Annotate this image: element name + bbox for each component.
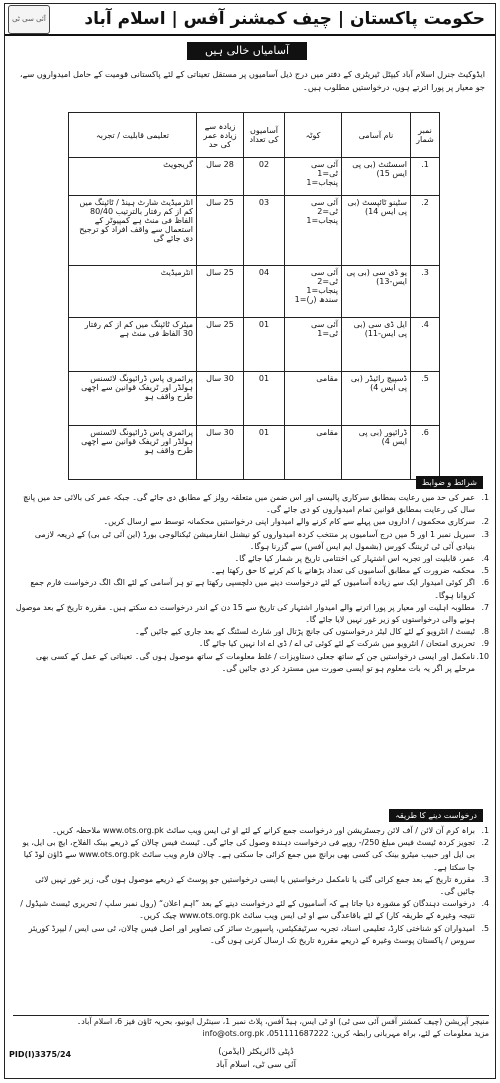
item-number: 5. [481,566,489,576]
conditions-title: شرائط و ضوابط [416,476,483,489]
cell-name: ڈرائیور (بی پی ایس 4) [342,426,411,480]
item-number: 1. [481,493,489,502]
cell-age: 28 سال [197,158,244,196]
header-age: زیادہ سے زیادہ عمر کی حد [197,113,244,158]
header-name: نام آسامی [342,113,411,158]
item-number: 4. [481,899,489,909]
item-number: 5. [481,923,489,933]
item-number: 1. [481,826,489,835]
table-row [69,372,440,426]
ict-logo [8,5,50,34]
cell-sno: 4. [411,318,440,372]
item-number: 4. [481,554,489,564]
item-number: 2. [481,517,489,527]
cell-qualification: گریجویٹ [69,158,197,196]
header-quota: کوٹہ [285,113,342,158]
list-item [15,638,489,650]
item-text: مقررہ تاریخ کے بعد جمع کرائی گئی یا نامکمل درخواستیں یا ایسی درخواستیں جو پوسٹ کے ذریعے موصول ہوں گی، زیر غور نہیں لائی جائیں گی۔ [35,874,475,897]
cell-quota: مقامی [285,372,342,426]
cell-name: سٹینو ٹائپسٹ (بی پی ایس 14) [342,196,411,266]
cell-age: 30 سال [197,426,244,480]
cell-sno: 6. [411,426,440,480]
item-text: ٹیسٹ / انٹرویو کے لئے کال لیٹر درخواستوں کی جانچ پڑتال اور شارٹ لسٹنگ کے بعد جاری کیے جائیں گے۔ [135,627,475,637]
table-row [69,266,440,318]
list-item [15,553,489,565]
item-text: درخواست دہندگان کو مشورہ دیا جاتا ہے کہ آسامیوں کے لئے درخواست دینے کے بعد ”اہم اعلان“ (رول نمبر سلپ / تحریری ٹیسٹ شیڈول / نتیجہ وغیرہ کے طریقہ کار) کے لئے باقاعدگی سے او ٹی ایس ویب سائٹ www.ots.org.pk چیک کریں۔ [20,899,475,921]
item-text: نامکمل اور ایسی درخواستیں جن کے ساتھ جعلی دستاویزات / غلط معلومات کے ساتھ موصول ہوں گی۔ تعیناتی کے عمل کے کسی بھی مرحلے پر اگر یہ بات معلوم ہو تو ایسی صورت میں مسترد کر دی جائیں گی۔ [35,651,475,673]
item-text: سیریل نمبر 1 اور 5 میں درج آسامیوں پر منتخب کردہ امیدواروں کو نیشنل انفارمیشن ٹیکنالوجی بورڈ (این آئی ٹی بی) کے ذریعہ لازمی بنیادی آئی ٹی ٹریننگ کورس (بشمول ایم ایس آفس) سے گزرنا ہوگا۔ [34,529,475,551]
item-text: براہ کرم آن لائن / آف لائن رجسٹریشن اور درخواست جمع کرانے کے لئے او ٹی ایس ویب سائٹ www.ots.org.pk ملاحظہ کریں۔ [52,826,475,835]
advertisement-page [4,3,496,1079]
list-item [15,651,489,675]
cell-sno: 1. [411,158,440,196]
cell-qualification: پرائمری پاس ڈرائیونگ لائسنس ہولڈر اور ٹریفک قوانین سے اچھی طرح واقف ہو [69,372,197,426]
list-item [15,577,489,601]
cell-sno: 3. [411,266,440,318]
item-number: 8. [481,627,489,637]
cell-age: 25 سال [197,318,244,372]
list-item [15,837,489,874]
list-item [15,565,489,577]
logo-text: آئی سی ٹی [12,15,46,23]
item-text: عمر کی حد میں رعایت بمطابق سرکاری پالیسی اور اس ضمن میں متعلقہ رولز کے مطابق دی جائے گی۔ جبکہ عمر کی بالائی حد میں پانچ سال کی رعایت بمطابق قوانین تمام امیدواروں کو دی جائے گی۔ [23,493,475,515]
header-count: آسامیوں کی تعداد [244,113,285,158]
cell-qualification: انٹرمیڈیٹ [69,266,197,318]
cell-age: 25 سال [197,266,244,318]
list-item [15,492,489,516]
cell-name: ایل ڈی سی (بی پی ایس-11) [342,318,411,372]
item-text: اگر کوئی امیدوار ایک سے زیادہ آسامیوں کے لئے درخواست دینے میں دلچسپی رکھتا ہے تو ہر آسامی کے لئے الگ الگ درخواست فارم جمع کروانا ہوگا۔ [30,578,475,600]
item-number: 2. [481,838,489,848]
cell-count: 04 [244,266,285,318]
cell-quota: آئی سی ٹی=2 پنجاب=1 [285,196,342,266]
cell-sno: 2. [411,196,440,266]
cell-age: 25 سال [197,196,244,266]
item-text: امیدواران کو شناختی کارڈ، تعلیمی اسناد، تجربہ سرٹیفکیٹس، پاسپورٹ سائز کی تصاویر اور اصل فیس چالان، ٹی سی ایس / لیپرڈ کوریئر سروس / پاکستان پوسٹ وغیرہ کے ذریعے مقررہ تاریخ تک ارسال کرنی ہوں گی۔ [28,923,475,945]
cell-name: اسسٹنٹ (بی پی ایس 15) [342,158,411,196]
item-text: تجویز کردہ ٹیسٹ فیس مبلغ 250/- روپے فی درخواست دہندہ وصول کی جائے گی۔ ٹیسٹ فیس چالان کے ذریعے بینک الفلاح، ایچ بی ایل، یو بی ایل اور حبیب میٹرو بینک کی کسی بھی برانچ میں جمع کرائی جا سکتی ہے۔ چالان فارم ویب سائٹ www.ots.org.pk سے ڈاؤن لوڈ کیا جا سکتا ہے۔ [22,838,475,872]
contact-block [13,1015,489,1040]
item-number: 10. [476,651,489,661]
cell-sno: 5. [411,372,440,426]
table-row [69,158,440,196]
cell-name: ڈسپیچ رائیڈر (بی پی ایس 4) [342,372,411,426]
intro-paragraph: ایڈوکیٹ جنرل اسلام آباد کیپٹل ٹیریٹری کے دفتر میں درج ذیل آسامیوں پر مستقل تعیناتی کے لئے پاکستانی قومیت کے حامل امیدواروں سے، جو معیار پر پورا اترتے ہوں، درخواستیں مطلوب ہیں۔ [19,69,485,92]
cell-qualification: میٹرک ٹائپنگ میں کم از کم رفتار 30 الفاظ فی منٹ ہے [69,318,197,372]
cell-name: یو ڈی سی (بی پی ایس-13) [342,266,411,318]
list-item [15,898,489,922]
table-row [69,318,440,372]
signature-block [201,1046,311,1072]
cell-quota: آئی سی ٹی=1 [285,318,342,372]
item-number: 3. [481,529,489,539]
list-item [15,626,489,638]
cell-count: 03 [244,196,285,266]
signatory-title: ڈپٹی ڈائریکٹر (ایڈمن) [218,1047,294,1057]
item-text: تحریری امتحان / انٹرویو میں شرکت کے لئے کوئی ٹی اے / ڈی اے ادا نہیں کیا جائے گا۔ [198,639,475,649]
table-row [69,426,440,480]
cell-quota: مقامی [285,426,342,480]
item-text: محکمہ ضرورت کے مطابق آسامیوں کی تعداد بڑھانے یا کم کرنے کا حق رکھتا ہے۔ [210,566,475,576]
list-item [15,874,489,898]
table-header-row [69,113,440,158]
address-line: منیجر آپریشن (چیف کمشنر آفس آئی سی ٹی) او ٹی ایس، ہیڈ آفس، پلاٹ نمبر 1، سینٹرل ایونیو، بحریہ ٹاؤن فیز 6، اسلام آباد۔ [76,1017,489,1026]
item-number: 6. [481,578,489,588]
header-sno: نمبر شمار [411,113,440,158]
list-item [15,529,489,553]
cell-count: 01 [244,426,285,480]
page-title: حکومت پاکستان | چیف کمشنر آفس | اسلام آباد [84,9,485,29]
cell-qualification: پرائمری پاس ڈرائیونگ لائسنس ہولڈر اور ٹریفک قوانین سے اچھی طرح واقف ہو [69,426,197,480]
vacancies-title: آسامیاں خالی ہیں [187,42,307,60]
item-text: سرکاری محکموں / اداروں میں پہلے سے کام کرنے والے امیدوار اپنی درخواستیں محکمانہ توسط سے ارسال کریں۔ [103,517,475,527]
cell-age: 30 سال [197,372,244,426]
list-item [15,516,489,528]
cell-qualification: انٹرمیڈیٹ شارٹ ہینڈ / ٹائپنگ میں کم از کم رفتار بالترتیب 80/40 الفاظ فی منٹ ہے کمپیوٹر کے استعمال سے واقف افراد کو ترجیح دی جائے گی [69,196,197,266]
item-text: مطلوبہ اہلیت اور معیار پر پورا اترنے والے امیدوار اشتہار کی تاریخ سے 15 دن کے اندر درخواست دے سکتے ہیں۔ مقررہ تاریخ کے بعد موصول ہونے والی درخواستوں کو زیر غور نہیں لایا جائے گا۔ [15,602,475,625]
cell-quota: آئی سی ٹی=2 پنجاب=1 سندھ (ر)=1 [285,266,342,318]
contact-line: مزید معلومات کے لئے، براہ مہربانی رابطہ کریں: 051111687222، info@ots.org.pk [202,1029,489,1038]
howto-title: درخواست دینے کا طریقہ [389,809,483,822]
header-qualification: تعلیمی قابلیت / تجربہ [69,113,197,158]
table-row [69,196,440,266]
header [5,4,495,36]
signatory-office: آئی سی ٹی، اسلام آباد [216,1060,296,1070]
item-number: 7. [481,602,489,612]
cell-count: 01 [244,318,285,372]
howto-list [15,825,489,947]
cell-count: 01 [244,372,285,426]
conditions-list [15,492,489,675]
vacancies-table [68,112,440,480]
cell-count: 02 [244,158,285,196]
list-item [15,825,489,837]
list-item [15,923,489,947]
list-item [15,602,489,626]
item-text: عمر، قابلیت اور تجربہ اس اشتہار کی اختتامی تاریخ پر شمار کیا جائے گا۔ [234,554,475,564]
item-number: 3. [481,874,489,884]
item-number: 9. [481,639,489,649]
pid-number: PID(I)3375/24 [9,1050,72,1059]
cell-quota: آئی سی ٹی=1 پنجاب=1 [285,158,342,196]
